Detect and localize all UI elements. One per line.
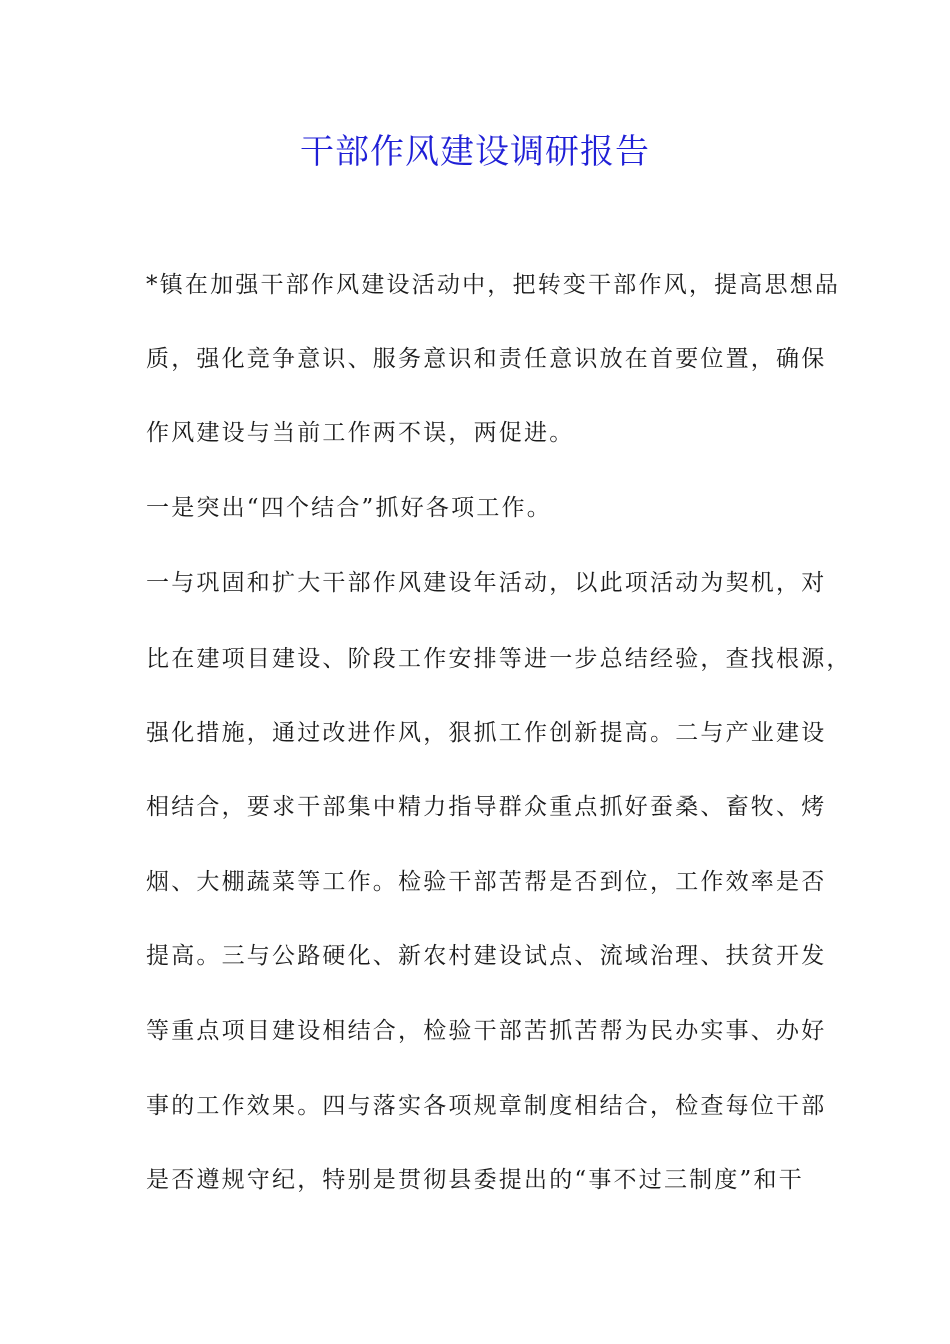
body-line-4: 一是突出“四个结合”抓好各项工作。: [146, 495, 552, 521]
body-line-12: 事的工作效果。四与落实各项规章制度相结合，检查每位干部: [146, 1093, 827, 1119]
document-title: 干部作风建设调研报告: [300, 132, 650, 172]
body-line-1: *镇在加强干部作风建设活动中，把转变干部作风，提高思想品: [146, 272, 841, 298]
body-line-6: 比在建项目建设、阶段工作安排等进一步总结经验，查找根源，: [146, 646, 852, 672]
body-line-7: 强化措施，通过改进作风，狠抓工作创新提高。二与产业建设: [146, 720, 827, 746]
body-line-10: 提高。三与公路硬化、新农村建设试点、流域治理、扶贫开发: [146, 943, 827, 969]
body-line-11: 等重点项目建设相结合，检验干部苦抓苦帮为民办实事、办好: [146, 1018, 827, 1044]
body-line-3: 作风建设与当前工作两不误，两促进。: [146, 420, 575, 446]
body-line-5: 一与巩固和扩大干部作风建设年活动，以此项活动为契机，对: [146, 570, 827, 596]
body-line-13: 是否遵规守纪，特别是贯彻县委提出的“事不过三制度”和干: [146, 1167, 804, 1193]
body-line-8: 相结合，要求干部集中精力指导群众重点抓好蚕桑、畜牧、烤: [146, 794, 827, 820]
body-line-9: 烟、大棚蔬菜等工作。检验干部苦帮是否到位，工作效率是否: [146, 869, 827, 895]
body-line-2: 质，强化竞争意识、服务意识和责任意识放在首要位置，确保: [146, 346, 827, 372]
